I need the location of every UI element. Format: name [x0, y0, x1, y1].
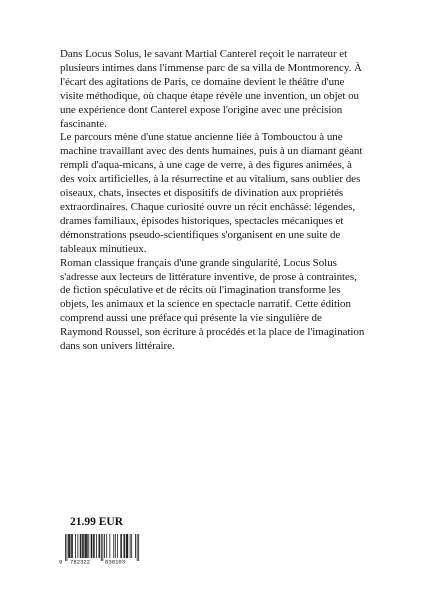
barcode-bar — [121, 534, 122, 558]
barcode-bar — [130, 534, 131, 558]
blurb-paragraph-2: Le parcours mène d'une statue ancienne liée à Tombouctou à une machine travaillant avec des dents humaines, puis à un diamant géant rempli d'aqua-micans, à une cage de verre, à des figures animées, à des voix artificielles, à la résurrectine et au vitalium, sans oublier des oiseaux, chats, insectes et dispositifs de divination aux propriétés extraordinaires. Chaque curiosité ouvre un récit enchâssé: légendes, drames familiaux, épisodes historiques, spectacles mécaniques et démonstrations pseudo-scientifiques s'organisent en une suite de tableaux minutieux. — [60, 131, 363, 255]
barcode-bar — [72, 534, 73, 558]
barcode-bar — [77, 534, 78, 558]
barcode-right-digits: 838103 — [105, 558, 126, 565]
barcode-bar — [135, 534, 136, 558]
barcode-bar — [131, 534, 132, 558]
barcode-bar — [88, 534, 89, 558]
barcode-bar — [124, 534, 125, 558]
barcode-bar — [137, 534, 138, 561]
back-cover-blurb — [60, 48, 365, 354]
barcode-bar — [69, 534, 70, 558]
barcode-bar — [92, 534, 93, 558]
barcode-bar — [115, 534, 116, 558]
barcode-bar — [91, 534, 92, 558]
barcode-bar — [126, 534, 127, 558]
barcode-bar — [138, 534, 139, 561]
barcode-bar — [68, 534, 69, 558]
barcode-bar — [75, 534, 76, 558]
price-label: 21.99 EUR — [70, 516, 124, 528]
barcode-bar — [106, 534, 107, 558]
barcode-bar — [109, 534, 110, 558]
barcode-bar — [127, 534, 128, 558]
barcode-bar — [127, 534, 128, 558]
blurb-paragraph-3: Roman classique français d'une grande singularité, Locus Solus s'adresse aux lecteurs de littérature inventive, de prose à contraintes, de fiction spéculative et de récits où l'imagination transforme les objets, les animaux et la science en spectacle narratif. Cette édition comprend aussi une préface qui présente la vie singulière de Raymond Roussel, son écriture à procédés et la place de l'imagination dans son univers littéraire. — [60, 256, 365, 353]
barcode-bar — [85, 534, 86, 558]
barcode-bar — [82, 534, 83, 558]
blurb-paragraph-1: Dans Locus Solus, le savant Martial Canterel reçoit le narrateur et plusieurs intimes dans l'immense parc de sa villa de Montmorency. À l'écart des agitations de Paris, ce domaine devient le théâtre d'une visite méthodique, où chaque étape révèle une invention, un objet ou une expérience dont Canterel expose l'origine avec une précision fascinante. — [60, 48, 362, 130]
barcode-bar — [124, 534, 125, 558]
barcode-bar — [86, 534, 87, 558]
barcode-graphic — [58, 533, 142, 565]
barcode-bar — [93, 534, 94, 558]
barcode-bar — [85, 534, 86, 558]
barcode-bar — [96, 534, 97, 558]
barcode-bar — [81, 534, 82, 558]
barcode-bar — [113, 534, 114, 558]
barcode-bar — [65, 534, 66, 561]
barcode-first-digit: 9 — [59, 558, 63, 565]
barcode-bar — [120, 534, 121, 558]
barcode-bar — [70, 534, 71, 558]
barcode-bar — [101, 534, 102, 561]
barcode-bar — [99, 534, 100, 558]
barcode-bar — [87, 534, 88, 558]
isbn-barcode — [58, 533, 142, 565]
barcode-bar — [67, 534, 68, 561]
barcode-bar — [99, 534, 100, 558]
barcode-bar — [83, 534, 84, 558]
barcode-bar — [102, 534, 103, 561]
barcode-bar — [117, 534, 118, 558]
barcode-bar — [104, 534, 105, 558]
barcode-bar — [80, 534, 81, 558]
barcode-left-digits: 782322 — [70, 558, 91, 565]
barcode-bar — [94, 534, 95, 558]
barcode-bar — [71, 534, 72, 558]
